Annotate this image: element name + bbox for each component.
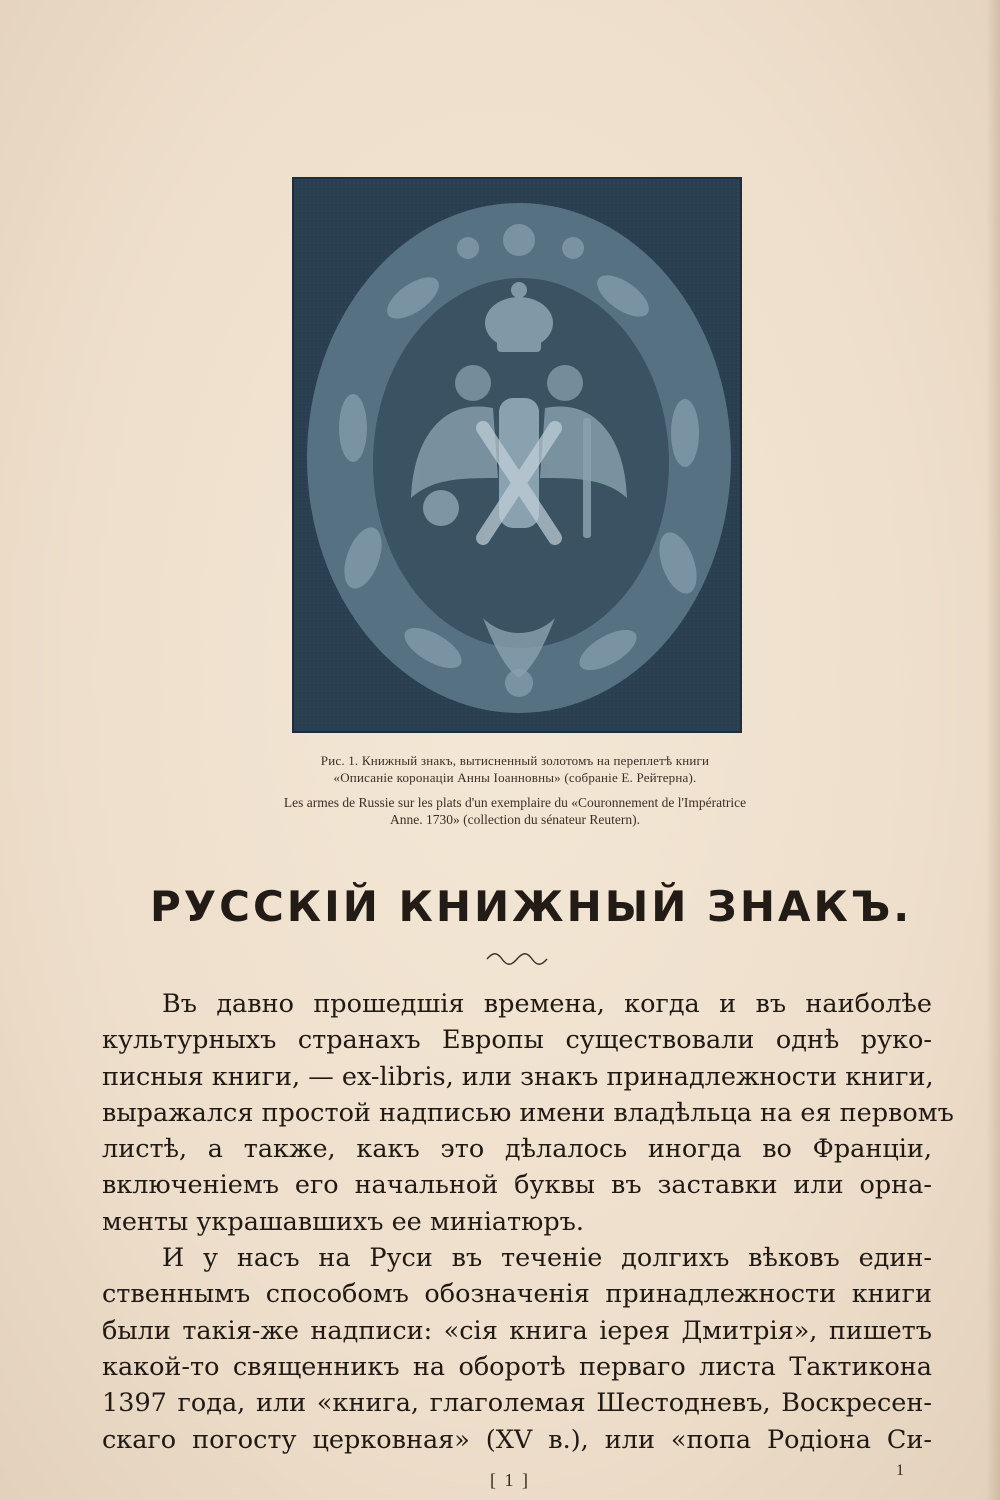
text-line: какой-то священникъ на оборотѣ перваго листа Тактикона bbox=[102, 1351, 932, 1382]
text-line: И у насъ на Руси въ теченіе долгихъ вѣковъ един- bbox=[162, 1243, 932, 1274]
text-line: выражался простой надписью имени владѣльца на ея первомъ bbox=[102, 1097, 954, 1128]
text-line: скаго погосту церковная» (XV в.), или «попа Родіона Си- bbox=[102, 1424, 932, 1455]
text-line: включеніемъ его начальной буквы въ заставки или орна- bbox=[102, 1170, 932, 1201]
page-number: [ 1 ] bbox=[490, 1470, 530, 1490]
caption-ru-line: Рис. 1. Книжный знакъ, вытисненный золотомъ на переплетѣ книги bbox=[320, 753, 710, 768]
body-text bbox=[102, 986, 954, 1458]
coat-of-arms-image bbox=[293, 178, 741, 732]
printer-signature-mark: 1 bbox=[896, 1462, 904, 1479]
text-line: 1397 года, или «книга, глаголемая Шестодневъ, Воскресен- bbox=[102, 1388, 932, 1419]
text-line: писныя книги, — ex-libris, или знакъ принадлежности книги, bbox=[102, 1061, 934, 1092]
caption-fr-line: Anne. 1730» (collection du sénateur Reutern). bbox=[389, 812, 641, 827]
text-line: менты украшавшихъ ее миніатюръ. bbox=[102, 1206, 585, 1237]
caption-fr-line: Les armes de Russie sur les plats d'un exemplaire du «Couronnement de l'Impératrice bbox=[283, 795, 747, 810]
page-edge-shadow bbox=[986, 0, 1000, 1500]
figure-plate bbox=[293, 178, 741, 732]
text-line: ственнымъ способомъ обозначенія принадлежности книги bbox=[102, 1279, 932, 1310]
caption-ru-line: «Описаніе коронаціи Анны Іоанновны» (собраніе Е. Рейтерна). bbox=[333, 770, 697, 785]
text-line: были такія-же надписи: «сія книга іерея Дмитрія», пишетъ bbox=[102, 1315, 932, 1346]
title-ornament bbox=[485, 950, 549, 968]
text-line: Въ давно прошедшія времена, когда и въ наиболѣе bbox=[162, 989, 932, 1019]
figure-caption-french bbox=[220, 794, 810, 828]
figure-caption-russian bbox=[220, 752, 810, 786]
text-line: культурныхъ странахъ Европы существовали однѣ руко- bbox=[102, 1025, 932, 1056]
text-line: листѣ, а также, какъ это дѣлалось иногда во Франціи, bbox=[102, 1134, 932, 1165]
chapter-title: РУССКІЙ КНИЖНЫЙ ЗНАКЪ. bbox=[150, 882, 913, 931]
